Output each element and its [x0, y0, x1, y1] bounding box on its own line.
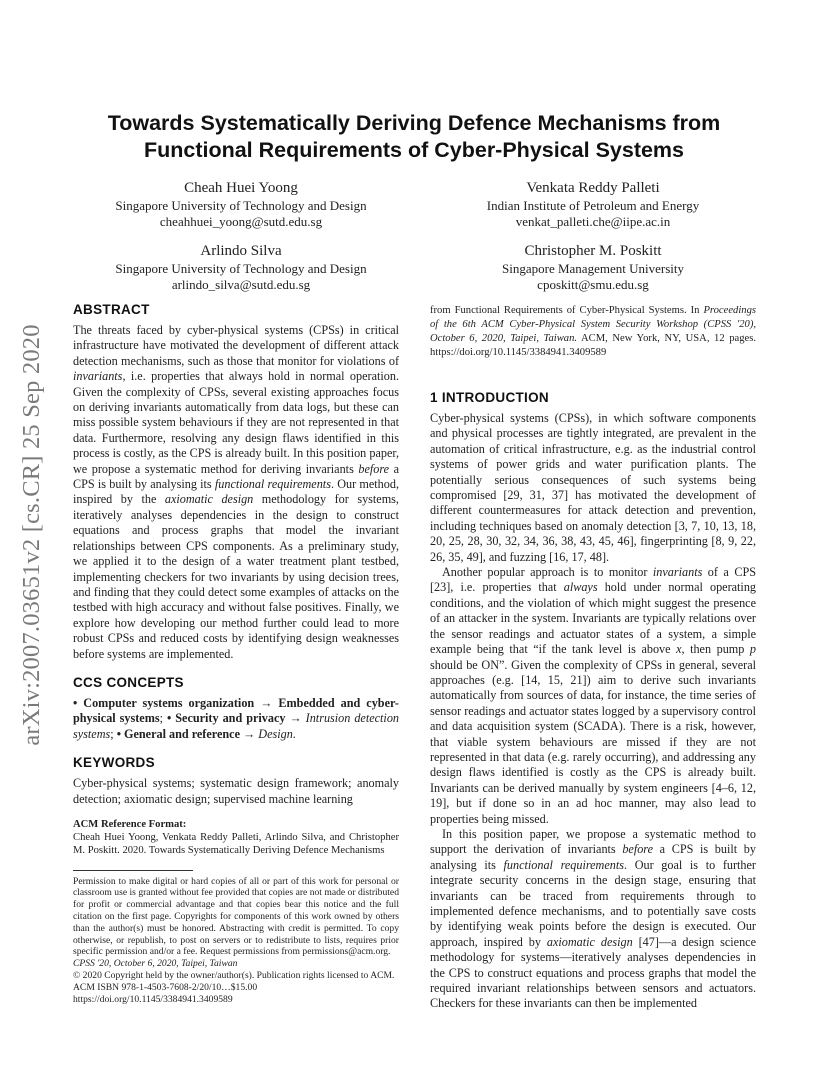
intro-paragraph-3: In this position paper, we propose a systematic method to support the derivation of invariants before a CPS is built by analysing its functional requirements. Our goal is to further integrate security concerns in the design stage, ensuring that invariants can be traced from requirements through to implemented defence mechanisms, and to potentially save costs by identifying weak points before the design is executed. Our approach, inspired by axiomatic design [47]—a design science methodology for systems—iteratively analyses dependencies in the CPS to construct equations and process graphs that model the required invariant relationships between sensors and actuators. Checkers for these invariants can then be implemented — [430, 826, 756, 1011]
left-column — [73, 302, 399, 1005]
author-email[interactable]: cposkitt@smu.edu.sg — [537, 277, 649, 292]
author-block-1 — [78, 178, 404, 230]
author-name: Cheah Huei Yoong — [184, 180, 298, 196]
author-name: Venkata Reddy Palleti — [526, 180, 660, 196]
permission-block — [73, 876, 399, 1006]
author-email[interactable]: venkat_palleti.che@iipe.ac.in — [515, 214, 671, 229]
paper-title: Towards Systematically Deriving Defence Mechanisms from Functional Requirements of Cyber-Physical Systems — [107, 111, 721, 162]
author-email[interactable]: arlindo_silva@sutd.edu.sg — [171, 277, 311, 292]
acm-reference-heading: ACM Reference Format: — [73, 818, 187, 830]
keywords-heading: KEYWORDS — [73, 755, 155, 771]
ccs-text: • Computer systems organization → Embedded and cyber-physical systems; • Security and privacy → Intrusion detection systems; • General and reference → Design. — [73, 695, 400, 741]
doi-link[interactable]: https://doi.org/10.1145/3384941.3409589 — [73, 993, 233, 1005]
ccs-heading: CCS CONCEPTS — [73, 674, 184, 690]
author-email[interactable]: cheahhuei_yoong@sutd.edu.sg — [159, 214, 323, 229]
keywords-text: Cyber-physical systems; systematic design framework; anomaly detection; axiomatic design; supervised machine learning — [73, 776, 399, 806]
author-block-3 — [78, 241, 404, 293]
footnote-rule — [73, 870, 193, 871]
abstract-heading: ABSTRACT — [73, 302, 150, 317]
abstract-text: The threats faced by cyber-physical systems (CPSs) in critical infrastructure have motivated the development of different attack detection mechanisms, such as those that monitor for violations of invariants, i.e. properties that always hold in normal operation. Given the complexity of CPSs, several existing approaches focus on deriving invariants automatically from data logs, but these can miss possible system behaviours if they are not represented in that data. Furthermore, resolving any design flaws identified in this process is costly, as the CPS is already built. In this position paper, we propose a systematic method for deriving invariants before a CPS is built by analysing its functional requirements. Our method, inspired by the axiomatic design methodology for systems, iteratively analyses dependencies in the design to construct equations and process graphs that model the invariant relationships between CPS components. As a preliminary study, we applied it to the design of a water treatment plant testbed, implementing checkers for two invariants by using decision trees, and finding that they could detect some examples of attacks on the testbed with high accuracy and without false positives. Finally, we explore how developing our method further could lead to more robust CPSs and reduced costs by identifying design weaknesses before systems are implemented. — [73, 323, 399, 661]
acm-reference-text: Cheah Huei Yoong, Venkata Reddy Palleti, Arlindo Silva, and Christopher M. Poskitt. 2020. Towards Systematically Deriving Defence Mechanisms — [73, 832, 399, 857]
arxiv-stamp — [12, 305, 52, 765]
acm-reference — [73, 818, 399, 858]
author-affiliation: Singapore University of Technology and Design — [115, 261, 367, 276]
isbn-line: ACM ISBN 978-1-4503-7608-2/20/10…$15.00 — [73, 981, 258, 993]
author-block-2 — [430, 178, 756, 230]
author-affiliation: Indian Institute of Petroleum and Energy — [486, 198, 700, 213]
author-affiliation: Singapore University of Technology and Design — [115, 198, 367, 213]
right-column — [430, 304, 756, 1012]
intro-paragraph-1: Cyber-physical systems (CPSs), in which software components and physical processes are tightly integrated, are prevalent in the automation of critical infrastructure, e.g. as the industrial control systems of power grids and water purification plants. The potentially serious consequences of such systems being compromised [29, 31, 37] has motivated the development of different countermeasures for attack detection and prevention, including techniques based on anomaly detection [3, 7, 10, 13, 18, 20, 25, 28, 30, 32, 34, 36, 38, 43, 45, 46], fingerprinting [8, 9, 22, 26, 35, 49], and fuzzing [16, 17, 48]. — [430, 411, 756, 564]
venue-line: CPSS '20, October 6, 2020, Taipei, Taiwan — [73, 958, 238, 970]
arxiv-id: arXiv:2007.03651v2 [cs.CR] 25 Sep 2020 — [18, 324, 45, 746]
author-block-4 — [430, 241, 756, 293]
copyright-line: © 2020 Copyright held by the owner/author(s). Publication rights licensed to ACM. — [73, 969, 395, 981]
acm-reference-continued: from Functional Requirements of Cyber-Physical Systems. In Proceedings of the 6th ACM Cyber-Physical System Security Workshop (CPSS '20), October 6, 2020, Taipei, Taiwan. ACM, New York, NY, USA, 12 pages. https://doi.org/10.1145/3384941.3409589 — [430, 305, 756, 358]
intro-paragraph-2: Another popular approach is to monitor invariants of a CPS [23], i.e. properties that always hold under normal operating conditions, and the violation of which might suggest the presence of an attacker in the system. Invariants are typically relations over the sensor readings and actuator states of a system, a simple example being that “if the tank level is above x, then pump p should be ON”. Given the complexity of CPSs in general, several approaches (e.g. [14, 15, 21]) aim to derive such invariants automatically from sources of data, for instance, the time series of sensor readings and actuator states logged by a supervisory control and data acquisition system (SCADA). There is a risk, however, that viable system behaviours are missed if they are not represented in that data (e.g. rarely occurring), and addressing any design flaws identified is costly as the CPS is already built. Invariants can be derived manually by system engineers [4–6, 12, 19], but if done so in an ad hoc manner, may also lead to properties being missed. — [430, 565, 757, 826]
author-affiliation: Singapore Management University — [502, 261, 684, 276]
introduction-heading: 1 INTRODUCTION — [430, 390, 549, 405]
author-name: Arlindo Silva — [200, 243, 282, 259]
author-name: Christopher M. Poskitt — [524, 243, 662, 259]
permission-text: Permission to make digital or hard copies of all or part of this work for personal or classroom use is granted without fee provided that copies are not made or distributed for profit or commercial advantage and that copies bear this notice and the full citation on the first page. Copyrights for components of this work owned by others than the author(s) must be honored. Abstracting with credit is permitted. To copy otherwise, or republish, to post on servers or to redistribute to lists, requires prior specific permission and/or a fee. Request permissions from permissions@acm.org. — [73, 875, 399, 958]
